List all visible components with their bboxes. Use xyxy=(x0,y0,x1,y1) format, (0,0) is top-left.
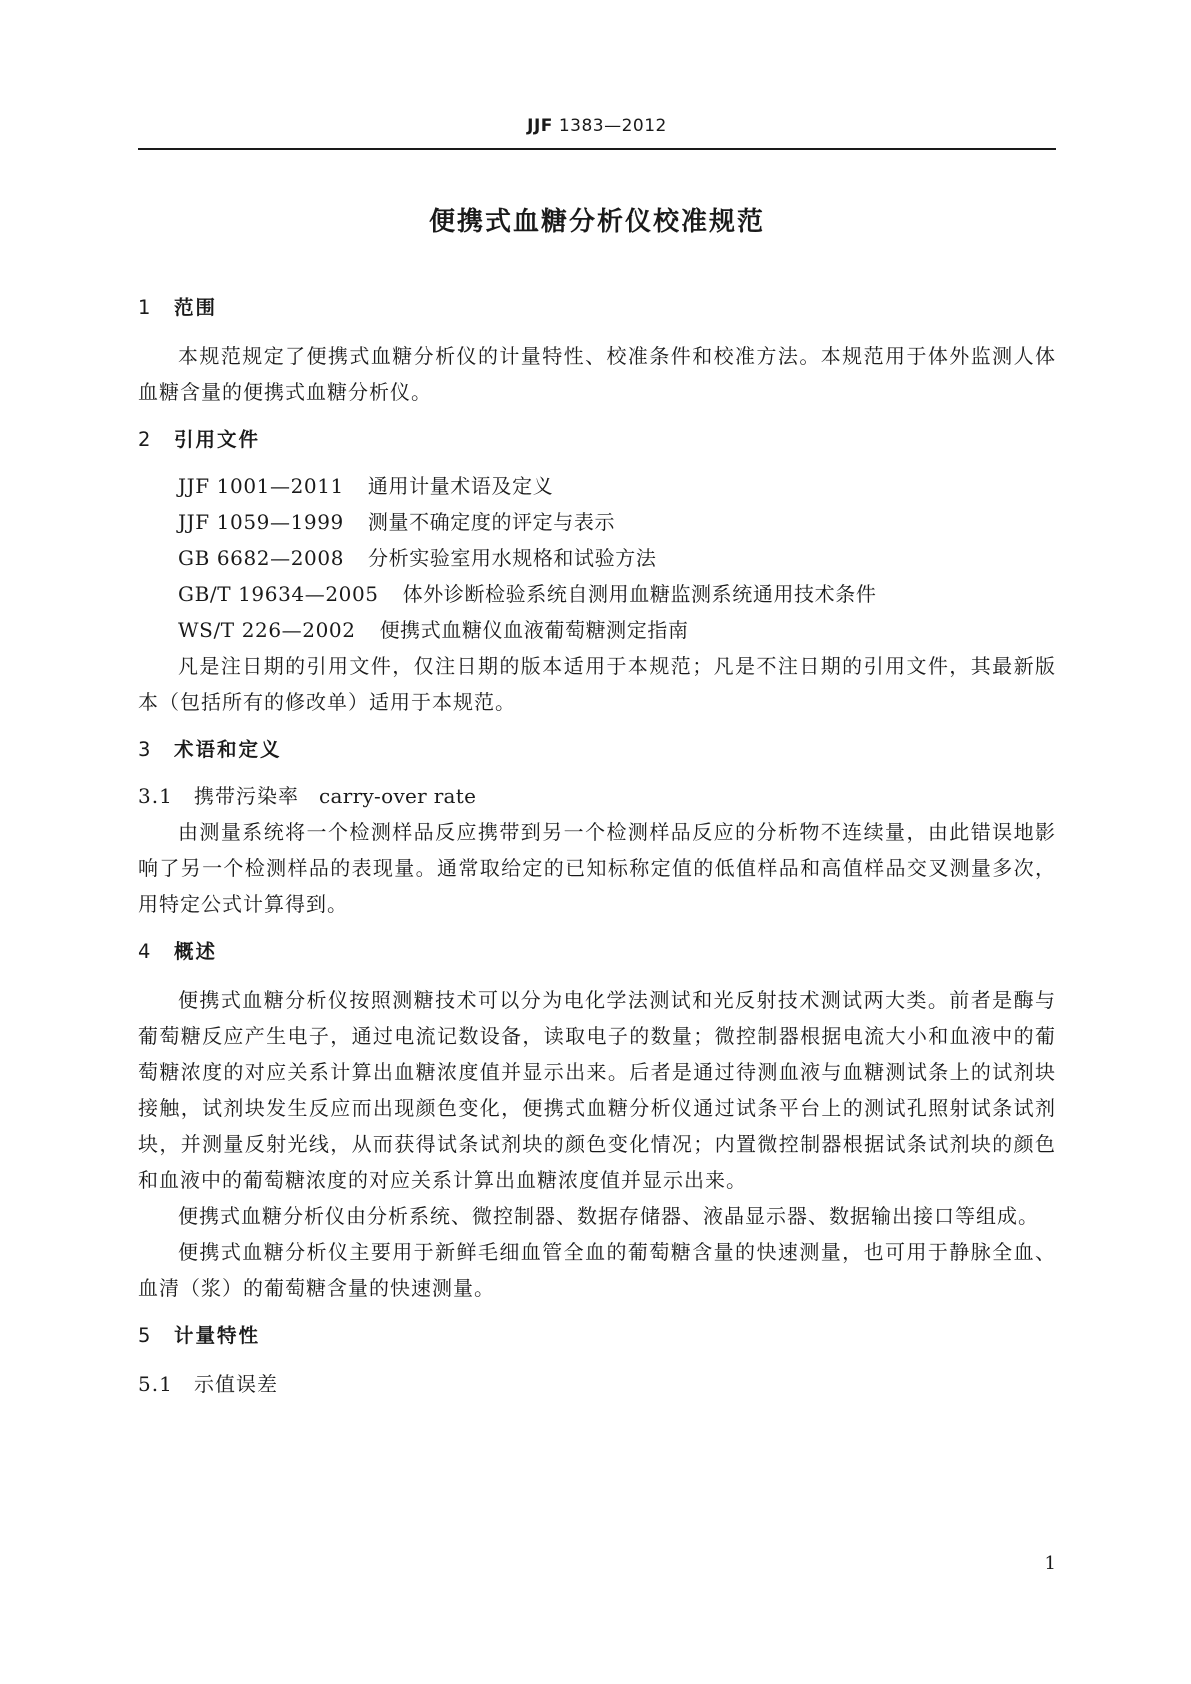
section-5-heading xyxy=(138,1318,1056,1354)
section-1-heading xyxy=(138,290,1056,326)
reference-code: JJF 1059—1999 xyxy=(178,510,344,534)
section-number: 4 xyxy=(138,940,151,963)
reference-title: 分析实验室用水规格和试验方法 xyxy=(368,546,657,570)
reference-item xyxy=(138,612,1056,648)
section-3-heading xyxy=(138,732,1056,768)
running-header xyxy=(138,116,1056,136)
subsection-5-1-heading xyxy=(138,1366,1056,1402)
header-rule xyxy=(138,148,1056,150)
subsection-english-term: carry-over rate xyxy=(319,784,477,808)
section-1-paragraph: 本规范规定了便携式血糖分析仪的计量特性、校准条件和校准方法。本规范用于体外监测人体血糖含量的便携式血糖分析仪。 xyxy=(138,344,1056,404)
header-prefix: JJF xyxy=(527,116,553,136)
section-2-paragraph: 凡是注日期的引用文件，仅注日期的版本适用于本规范；凡是不注日期的引用文件，其最新版本（包括所有的修改单）适用于本规范。 xyxy=(138,654,1056,714)
page-number: 1 xyxy=(1044,1553,1056,1574)
reference-item xyxy=(138,504,1056,540)
document-page xyxy=(138,0,1056,1684)
section-4-paragraph-3: 便携式血糖分析仪主要用于新鲜毛细血管全血的葡萄糖含量的快速测量，也可用于静脉全血、血清（浆）的葡萄糖含量的快速测量。 xyxy=(138,1240,1056,1300)
reference-code: GB/T 19634—2005 xyxy=(178,582,379,606)
section-number: 5 xyxy=(138,1324,151,1347)
section-4-heading xyxy=(138,934,1056,970)
section-title: 术语和定义 xyxy=(174,738,282,761)
section-title: 引用文件 xyxy=(174,428,261,451)
section-number: 2 xyxy=(138,428,151,451)
reference-item xyxy=(138,468,1056,504)
reference-title: 体外诊断检验系统自测用血糖监测系统通用技术条件 xyxy=(402,582,877,606)
reference-code: JJF 1001—2011 xyxy=(178,474,344,498)
section-title: 概述 xyxy=(174,940,218,963)
subsection-title: 携带污染率 xyxy=(194,784,299,808)
reference-item xyxy=(138,540,1056,576)
reference-title: 测量不确定度的评定与表示 xyxy=(367,510,616,534)
reference-title: 通用计量术语及定义 xyxy=(367,474,554,498)
document-title: 便携式血糖分析仪校准规范 xyxy=(428,207,765,237)
reference-item xyxy=(138,576,1056,612)
reference-code: WS/T 226—2002 xyxy=(178,618,356,642)
reference-code: GB 6682—2008 xyxy=(178,546,345,570)
subsection-3-1-heading xyxy=(138,778,1056,814)
section-number: 1 xyxy=(138,296,151,319)
section-4-paragraph-2: 便携式血糖分析仪由分析系统、微控制器、数据存储器、液晶显示器、数据输出接口等组成。 xyxy=(178,1204,1039,1228)
section-2-heading xyxy=(138,422,1056,458)
section-title: 范围 xyxy=(174,296,218,319)
subsection-3-1-paragraph: 由测量系统将一个检测样品反应携带到另一个检测样品反应的分析物不连续量，由此错误地影响了另一个检测样品的表现量。通常取给定的已知标称定值的低值样品和高值样品交叉测量多次，用特定公式计算得到。 xyxy=(138,820,1056,916)
section-title: 计量特性 xyxy=(174,1324,261,1347)
subsection-number: 5.1 xyxy=(138,1372,173,1396)
section-4-paragraph-1: 便携式血糖分析仪按照测糖技术可以分为电化学法测试和光反射技术测试两大类。前者是酶与葡萄糖反应产生电子，通过电流记数设备，读取电子的数量；微控制器根据电流大小和血液中的葡萄糖浓度的对应关系计算出血糖浓度值并显示出来。后者是通过待测血液与血糖测试条上的试剂块接触，试剂块发生反应而出现颜色变化，便携式血糖分析仪通过试条平台上的测试孔照射试条试剂块，并测量反射光线，从而获得试条试剂块的颜色变化情况；内置微控制器根据试条试剂块的颜色和血液中的葡萄糖浓度的对应关系计算出血糖浓度值并显示出来。 xyxy=(138,988,1056,1192)
document-body xyxy=(138,290,1056,1402)
subsection-number: 3.1 xyxy=(138,784,173,808)
header-number: 1383—2012 xyxy=(558,116,667,136)
section-number: 3 xyxy=(138,738,151,761)
subsection-title: 示值误差 xyxy=(194,1372,278,1396)
reference-title: 便携式血糖仪血液葡萄糖测定指南 xyxy=(379,618,689,642)
